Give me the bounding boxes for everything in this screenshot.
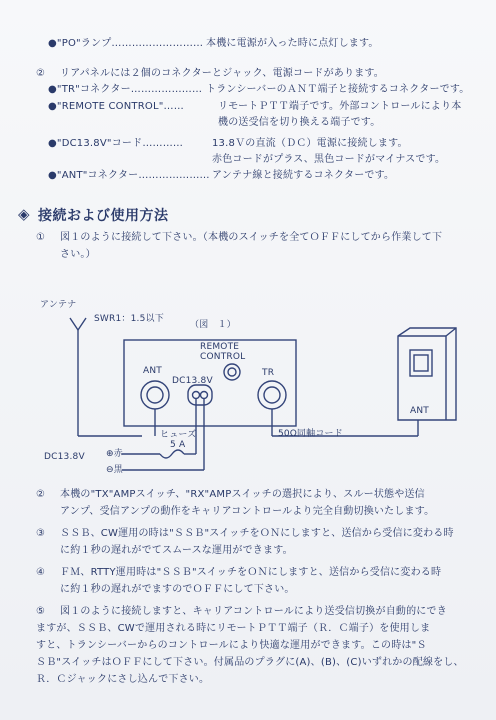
step2-number: ② — [36, 489, 46, 500]
step5-line2: ますが、ＳＳＢ、CWで運用される時にリモートＰＴＴ端子（Ｒ．Ｃ端子）を使用しま — [36, 623, 431, 634]
remote-label-1: REMOTE — [200, 342, 240, 352]
antenna-symbol — [70, 318, 86, 330]
remote-jack — [224, 364, 240, 380]
ant-desc: アンテナ線と接続するコネクターです。 — [212, 170, 395, 181]
step1-line1: 図１のように接続して下さい。（本機のスイッチを全てＯＦＦにしてから作業して下 — [60, 232, 443, 243]
unit-ant-label: ANT — [143, 366, 162, 376]
remote-label: ●"REMOTE CONTROL"…… — [48, 101, 184, 112]
tr-connector — [258, 381, 286, 409]
antenna-label: アンテナ — [40, 300, 77, 310]
radio-ant-label: ANT — [410, 406, 429, 416]
black-wire-label: ⊖黒 — [106, 465, 123, 475]
item2-number: ② — [36, 68, 46, 79]
step2-line1: 本機の"TX"AMPスイッチ、"RX"AMPスイッチの選択により、スルー状態や送信 — [60, 489, 425, 500]
swr-label: SWR1：1.5以下 — [94, 314, 164, 324]
remote-label-2: CONTROL — [200, 352, 246, 362]
ant-label: ●"ANT"コネクター………………… — [48, 170, 210, 181]
dc-desc-2: 赤色コードがプラス、黒色コードがマイナスです。 — [212, 154, 446, 165]
step3-line2: に約１秒の遅れがでてスムースな運用ができます。 — [60, 545, 293, 556]
po-desc: 本機に電源が入った時に点灯します。 — [206, 38, 379, 49]
tr-desc: トランシーバーのＡＮＴ端子と接続するコネクターです。 — [206, 84, 470, 95]
step5-line1: 図１のように接続しますと、キャリアコントロールにより送受信切換が自動的にでき — [60, 606, 447, 617]
step4-number: ④ — [36, 567, 46, 578]
remote-desc-2: 機の送受信を切り換える端子です。 — [218, 117, 381, 128]
section-heading: 接続および使用方法 — [38, 208, 169, 224]
unit-dc-label: DC13.8V — [172, 376, 213, 386]
red-wire-label: ⊕赤 — [106, 449, 123, 459]
step2-line2: アンプ、受信アンプの動作をキャリアコントロールより完全自動切換いたします。 — [60, 506, 435, 517]
step3-line1: ＳＳＢ、CW運用の時は"ＳＳＢ"スイッチをＯＮにしますと、送信から受信に変わる時 — [60, 528, 454, 539]
tr-label: ●"TR"コネクター………………… — [48, 84, 203, 95]
step4-line1: ＦＭ、RTTY運用時は"ＳＳＢ"スイッチをＯＮにしますと、送信から受信に変わる時 — [60, 567, 442, 578]
step5-number: ⑤ — [36, 606, 46, 617]
po-label: ●"PO"ランプ……………………… — [48, 38, 204, 49]
figure-caption: （図 １） — [190, 320, 237, 330]
dc-desc-1: 13.8Ｖの直流（ＤＣ）電源に接続します。 — [212, 138, 408, 149]
step5-line4: ＳＢ"スイッチはＯＦＦにして下さい。付属品のプラグに(A)、(B)、(C)いずれかの配線をし、 — [36, 657, 464, 668]
item2-text: リアパネルには２個のコネクターとジャック、電源コードがあります。 — [60, 68, 384, 79]
dc-power-label: DC13.8V — [44, 452, 85, 462]
step3-number: ③ — [36, 528, 46, 539]
gear-diamond-icon: ◈ — [18, 205, 31, 223]
step5-line5: Ｒ．Ｃジャックにさし込んで下さい。 — [36, 674, 210, 685]
step4-line2: に約１秒の遅れがでますのでＯＦＦにして下さい。 — [60, 584, 295, 595]
coax-label: 50Ω同軸コード — [278, 429, 343, 439]
step1-line2: さい。） — [60, 249, 96, 260]
step1-number: ① — [36, 232, 46, 243]
unit-tr-label: TR — [262, 368, 275, 378]
fuse-label: ヒューズ — [160, 430, 197, 440]
dc-label: ●"DC13.8V"コード………… — [48, 138, 184, 149]
ant-connector — [141, 381, 169, 409]
step5-line3: すと、トランシーバーからのコントロールにより快適な運用ができます。この時は"Ｓ — [36, 640, 427, 651]
remote-desc-1: リモートＰＴＴ端子です。外部コントロールにより本 — [218, 101, 462, 112]
fuse-rating: 5 A — [170, 440, 186, 450]
